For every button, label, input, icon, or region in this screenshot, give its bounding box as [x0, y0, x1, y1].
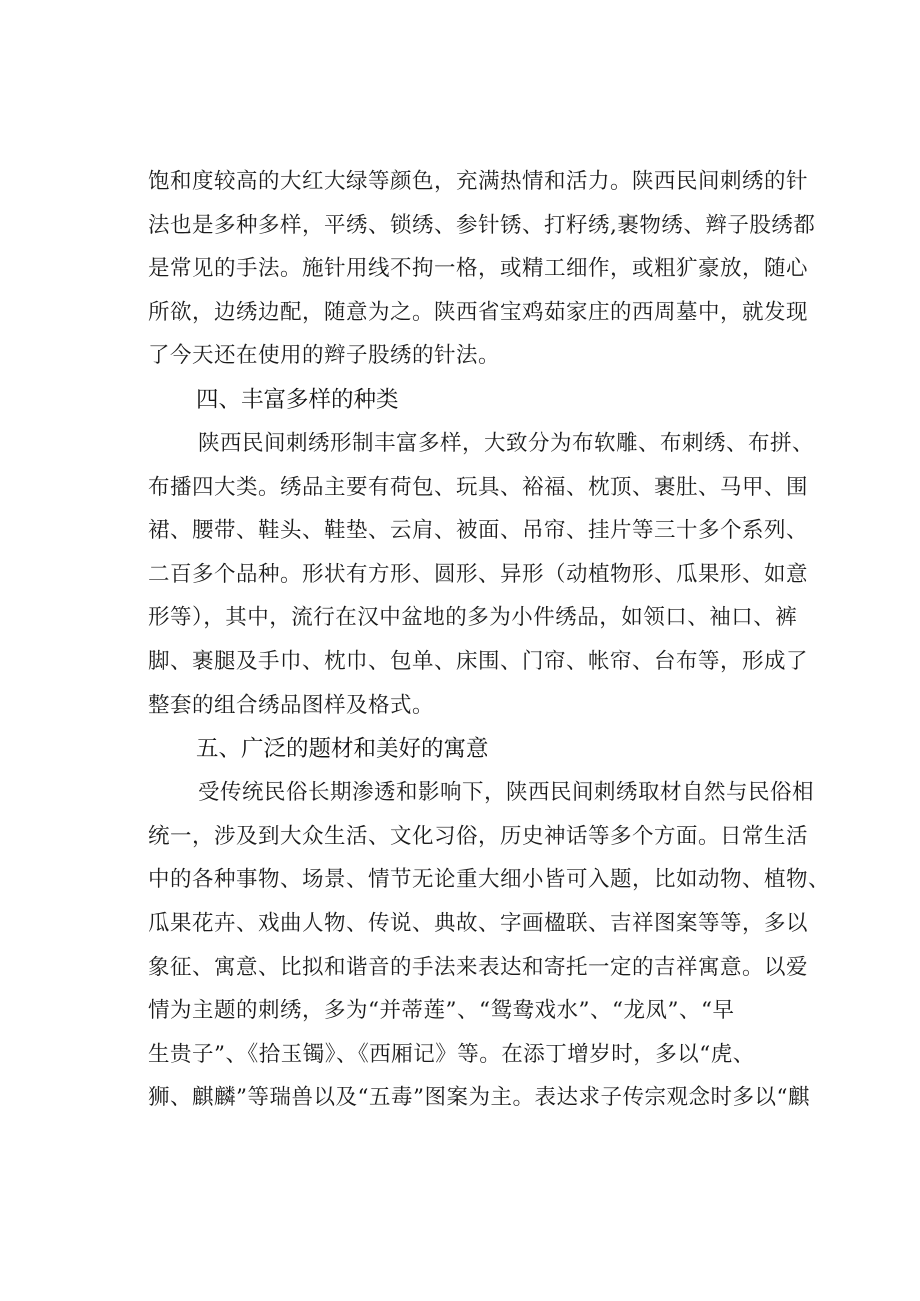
section-5-paragraph: [148, 771, 831, 1120]
text-line: 象征、寓意、比拟和谐音的手法来表达和寄托一定的吉祥寓意。以爱: [148, 954, 809, 980]
section-4-paragraph: [148, 422, 828, 727]
text-line: 情为主题的刺绣，多为“并蒂莲”、“鸳鸯戏水”、“龙凤”、“早: [148, 998, 735, 1024]
text-line: 中的各种事物、场景、情节无论重大细小皆可入题，比如动物、植物、: [148, 867, 831, 893]
text-line: 裙、腰带、鞋头、鞋垫、云肩、被面、吊帘、挂片等三十多个系列、: [148, 518, 809, 544]
section-heading-5: 五、广泛的题材和美好的寓意: [196, 736, 489, 763]
text-line: 所欲，边绣边配，随意为之。陕西省宝鸡茹家庄的西周墓中，就发现: [148, 299, 809, 325]
text-line: 布播四大类。绣品主要有荷包、玩具、裕福、枕顶、裹肚、马甲、围: [148, 474, 809, 500]
document-body: [148, 160, 831, 1120]
paragraph-continued: [148, 160, 828, 378]
text-line: 陕西民间刺绣形制丰富多样，大致分为布软雕、布刺绣、布拼、: [198, 430, 815, 456]
text-line: 狮、麒麟”等瑞兽以及“五毒”图案为主。表达求子传宗观念时多以“麒: [148, 1085, 810, 1111]
text-line: 二百多个品种。形状有方形、圆形、异形（动植物形、瓜果形、如意: [148, 561, 809, 587]
text-line: 法也是多种多样，平绣、锁绣、参针锈、打籽绣,裹物绣、辫子股绣都: [148, 212, 816, 238]
text-line: 受传统民俗长期渗透和影响下，陕西民间刺绣取材自然与民俗相: [198, 780, 815, 806]
text-line: 形等），其中，流行在汉中盆地的多为小件绣品，如领口、袖口、裤: [148, 605, 798, 631]
text-line: 是常见的手法。施针用线不拘一格，或精工细作，或粗犷豪放，随心: [148, 256, 809, 282]
text-line: 脚、裹腿及手巾、枕巾、包单、床围、门帘、帐帘、台布等，形成了: [148, 648, 809, 674]
text-line: 瓜果花卉、戏曲人物、传说、典故、字画楹联、吉祥图案等等，多以: [148, 910, 809, 936]
section-heading-4: 四、丰富多样的种类: [196, 386, 399, 413]
text-line: 整套的组合绣品图样及格式。: [148, 692, 435, 718]
text-line: 了今天还在使用的辫子股绣的针法。: [148, 343, 501, 369]
text-line: 统一，涉及到大众生活、文化习俗，历史神话等多个方面。日常生活: [148, 823, 809, 849]
text-line: 生贵子”、《拾玉镯》、《西厢记》等。在添丁增岁时，多以“虎、: [148, 1041, 755, 1067]
text-line: 饱和度较高的大红大绿等颜色，充满热情和活力。陕西民间刺绣的针: [148, 169, 809, 194]
